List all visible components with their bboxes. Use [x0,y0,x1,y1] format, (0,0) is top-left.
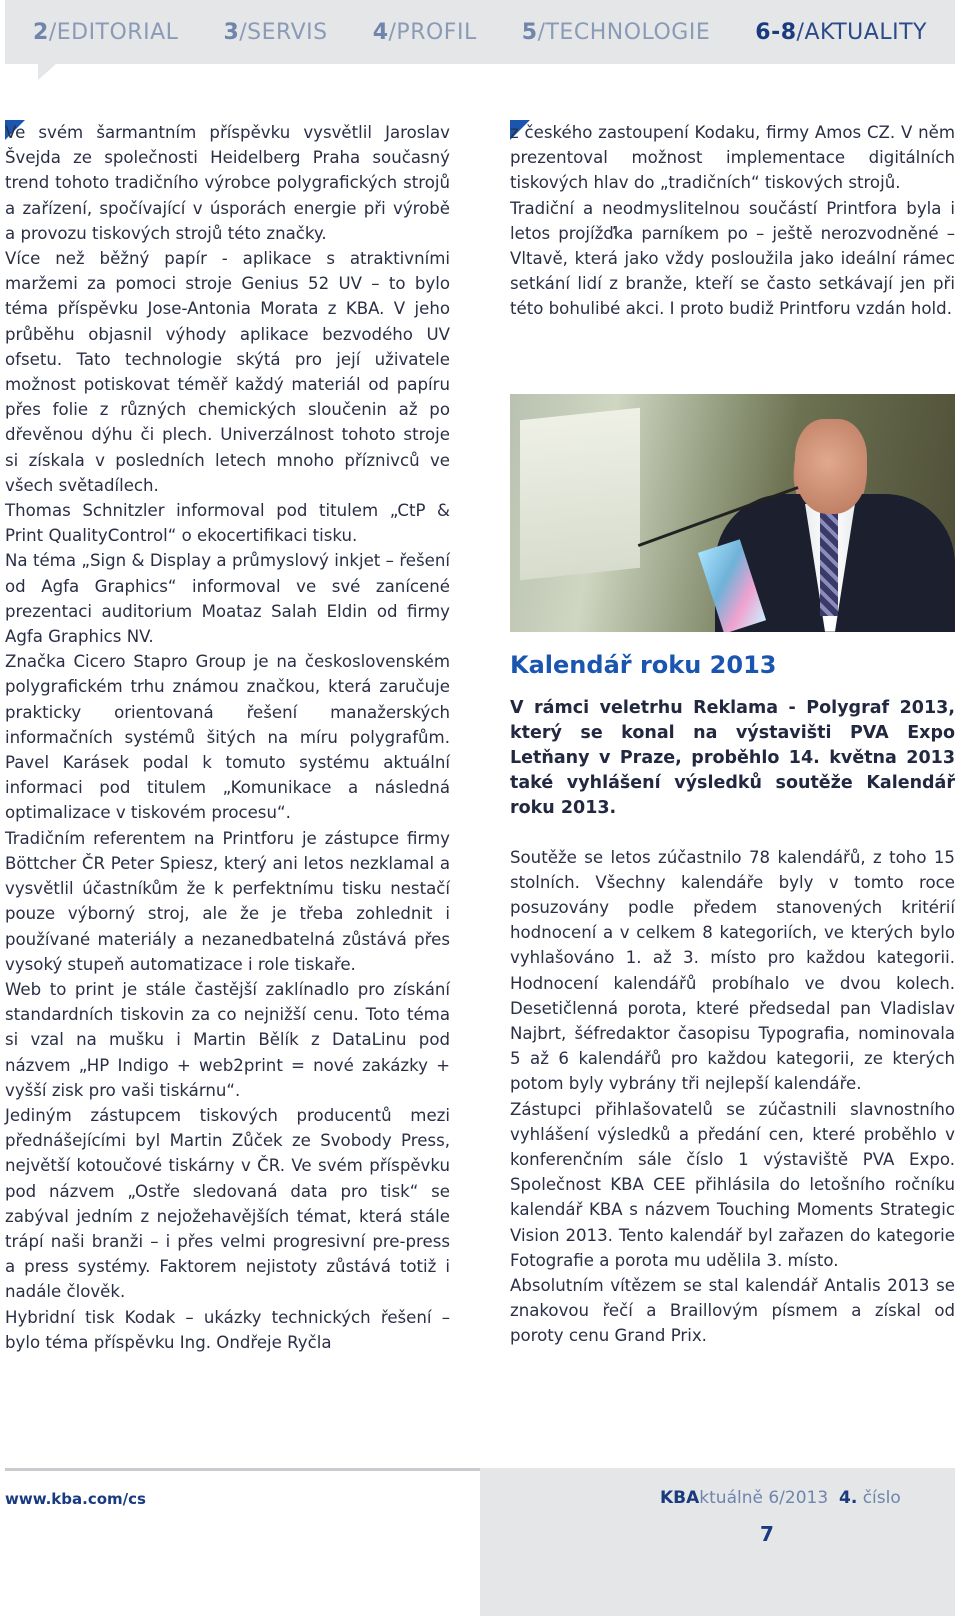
article-headline: Kalendář roku 2013 [510,650,777,679]
projection-screen [520,407,640,580]
nav-item-number: 4 [372,19,389,45]
paragraph: Soutěže se letos zúčastnilo 78 kalendářů, z toho 15 stolních. Všechny kalendáře byly v tomto roce posuzovány podle předem stanovených kritérií hodnocení a v celkem 8 kategoriích, ve kterých bylo vyhlašováno 1. až 3. místo pro každou kategorii. Hodnocení kalendářů probíhalo ve dvou kolech. Desetičlenná porota, které předsedal pan Vladislav Najbrt, šéfredaktor časopisu Typografia, nominovala 5 až 6 kalendářů pro každou kategorii, ze kterých potom byly vybrány tři nejlepší kalendáře. [510,847,955,1094]
footer-divider [5,1468,480,1471]
nav-item-label: /SERVIS [239,19,328,45]
paragraph: Thomas Schnitzler informoval pod titulem „CtP & Print QualityControl“ o ekocertifikaci tisku. [5,501,450,546]
magazine-brand [660,1488,901,1508]
paragraph: Ve svém šarmantním příspěvku vysvětlil Jaroslav Švejda ze společnosti Heidelberg Praha současný trend tohoto tradičního výrobce polygrafických strojů a zařízení, spočívající v úsporách energie při výrobě a provozu tiskových strojů této značky. [5,123,450,243]
issue-word: číslo [862,1488,901,1508]
page-footer [5,1468,955,1618]
left-column [5,120,450,1355]
nav-item-number: 3 [223,19,240,45]
paragraph: Tradičním referentem na Printforu je zástupce firmy Böttcher ČR Peter Spiesz, který ani letos nezklamal a vysvětlil účastníkům že k perfektnímu tisku nestačí pouze výborný stroj, ale že je třeba zohlednit i používané materiály a nezanedbatelná zůstává přes vysoký stupeň automatizace i role tiskaře. [5,828,450,974]
nav-item-aktuality[interactable] [755,20,927,45]
nav-item-technologie[interactable] [522,20,710,45]
brand-rest: ktuálně 6/2013 [699,1488,829,1508]
footer-url-link[interactable]: www.kba.com/cs [5,1490,146,1508]
nav-item-servis[interactable] [223,20,327,45]
footer-panel [480,1468,955,1616]
paragraph: Hybridní tisk Kodak – ukázky technických řešení – bylo téma příspěvku Ing. Ondřeje Ryčla [5,1307,450,1352]
paragraph: Zástupci přihlašovatelů se zúčastnili slavnostního vyhlášení výsledků a předání cen, které proběhlo v konferenčním sále číslo 1 výstaviště PVA Expo. Společnost KBA CEE přihlásila do letošního ročníku kalendář KBA s názvem Touching Moments Strategic Vision 2013. Tento kalendář byl zařazen do kategorie Fotografie a porota mu udělila 3. místo. [510,1099,955,1270]
nav-item-number: 5 [521,19,538,45]
nav-pointer [38,64,56,80]
issue-number: 4. [838,1488,858,1508]
right-column [510,120,955,1349]
page-number: 7 [760,1522,774,1546]
paragraph: z českého zastoupení Kodaku, firmy Amos CZ. V něm prezentoval možnost implementace digitálních tiskových hlav do „tradičních“ tiskových strojů. [510,123,955,193]
speaker-tie [820,506,838,616]
nav-item-number: 2 [33,19,49,45]
nav-item-number: 6-8 [755,19,797,45]
speaker-photo [510,394,955,632]
paragraph: Značka Cicero Stapro Group je na československém polygrafickém trhu známou značkou, která zaručuje prakticky orientovaná řešení manažerských informačních systémů šitých na míru polygrafům. Pavel Karásek podal k tomuto systému aktuální informaci pod titulem „Komunikace a následná optimalizace v tiskovém procesu“. [5,652,450,823]
article-body [510,845,955,1349]
nav-item-label: /TECHNOLOGIE [537,19,711,45]
paragraph: Více než běžný papír - aplikace s atraktivními maržemi za pomoci stroje Genius 52 UV – to bylo téma příspěvku Jose-Antonia Morata z KBA. V jeho průběhu objasnil výhody aplikace bezvodého UV ofsetu. Tato technologie skýtá pro její uživatele možnost potiskovat téměř každý materiál od papíru přes folie z různých chemických sloučenin až po dřevěnou dýhu či plech. Univerzálnost tohoto stroje si získala v posledních letech mnoho příznivců ve všech světadílech. [5,249,450,495]
nav-item-label: /EDITORIAL [48,19,179,45]
paragraph: Absolutním vítězem se stal kalendář Antalis 2013 se znakovou řečí a Braillovým písmem a získal od poroty cenu Grand Prix. [510,1276,955,1346]
paragraph: Tradiční a neodmyslitelnou součástí Printfora byla i letos projížďka parníkem po – ještě nerozvodněné – Vltavě, která jako vždy posloužila jako ideální rámec setkání lidí z branže, kteří se často setkávají jen při této bohulibé akci. I proto budiž Printforu vzdán hold. [510,198,955,319]
paragraph: Na téma „Sign & Display a průmyslový inkjet – řešení od Agfa Graphics“ informoval ve své zanícené prezentaci auditorium Moataz Salah Eldin od firmy Agfa Graphics NV. [5,551,450,647]
paragraph: Web to print je stále častější zaklínadlo pro získání standardních tiskovin za co nejnižší cenu. Toto téma si vzal na mušku i Martin Bělík z DataLinu pod názvem „HP Indigo + web2print = nové zakázky + vyšší zisk pro vaši tiskárnu“. [5,979,450,1100]
paragraph: Jediným zástupcem tiskových producentů mezi přednášejícími byl Martin Zůček ze Svobody Press, největší kotoučové tiskárny v ČR. Ve svém příspěvku pod názvem „Ostře sledovaná data pro tisk“ se zabýval jedním z nejožehavějších témat, která stále trápí naši branži – i přes velmi progresivní pre-press a press systémy. Faktorem nejistoty zůstává totiž i nadále člověk. [5,1105,450,1302]
section-nav [5,0,955,64]
nav-item-label: /PROFIL [388,19,477,45]
nav-item-profil[interactable] [373,20,477,45]
speaker-head [795,419,867,514]
nav-item-label: /AKTUALITY [796,19,927,45]
brand-bold: KBA [660,1488,700,1508]
article-lead: V rámci veletrhu Reklama - Polygraf 2013, který se konal na výstavišti PVA Expo Letňany v Praze, proběhlo 14. května 2013 také vyhlášení výsledků soutěže Kalendář roku 2013. [510,697,955,818]
nav-item-editorial[interactable] [33,20,178,45]
